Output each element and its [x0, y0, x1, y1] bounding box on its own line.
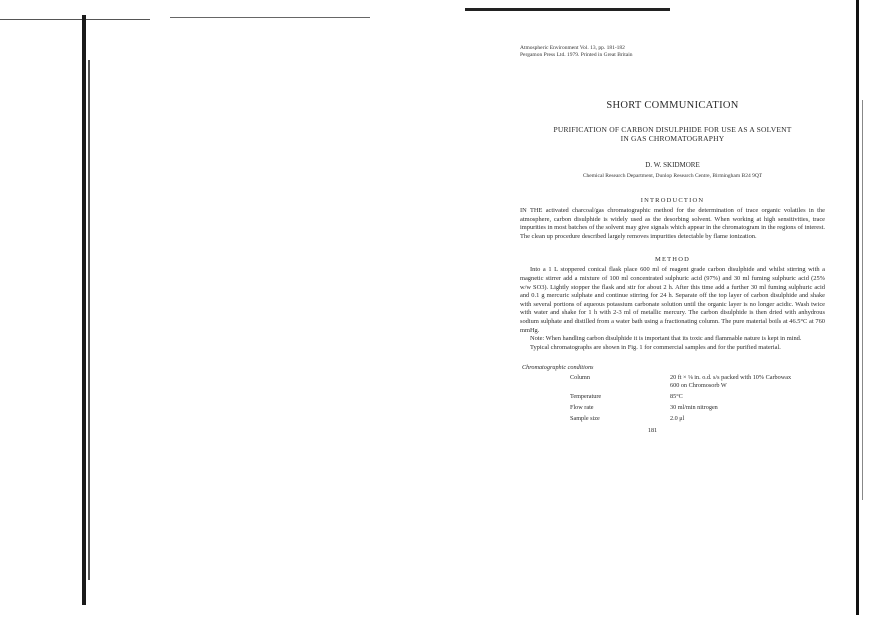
conditions-row — [520, 393, 825, 401]
journal-ref-line2: Pergamon Press Ltd. 1979. Printed in Great Britain — [520, 51, 633, 58]
journal-reference — [520, 45, 825, 58]
article-heading: SHORT COMMUNICATION — [606, 100, 739, 111]
condition-label: Column — [570, 374, 590, 382]
condition-value: 85°C — [670, 393, 683, 401]
title-line2: IN GAS CHROMATOGRAPHY — [620, 134, 725, 143]
conditions-heading: Chromatographic conditions — [522, 364, 594, 372]
scan-line-top-center — [170, 17, 370, 18]
article-title — [520, 125, 825, 143]
conditions-row — [520, 374, 825, 390]
conditions-row — [520, 415, 825, 423]
binding-shadow-right-inner — [862, 100, 863, 500]
method-paragraph-1: Into a 1 L stoppered conical flask place 600 ml of reagent grade carbon disulphide and whilst stirring with a magnetic stirrer add a mixture of 100 ml concentrated sulphuric acid (97%) and 30 ml fuming sulphuric acid (25% w/w SO3). Lightly stopper the flask and stir for about 2 h. After this time add a further 30 ml fuming sulphuric acid and 0.1 g mercuric sulphate and continue stirring for 24 h. Separate off the top layer of carbon disulphide and shake with several portions of aqueous potassium carbonate solution until the organic layer is no longer acidic. Wash twice with water and shake for 1 h with 2-3 ml of metallic mercury. The carbon disulphide is then dried with anhydrous sodium sulphate and distilled from a water bath using a fractionating column. The pure material boils at 46.5°C at 760 mmHg. — [520, 266, 825, 334]
method-paragraph-3: Typical chromatographs are shown in Fig. 1 for commercial samples and for the purified material. — [530, 343, 781, 351]
introduction-heading: INTRODUCTION — [640, 197, 705, 204]
conditions-row — [520, 404, 825, 412]
method-note: Note: When handling carbon disulphide it is important that its toxic and flammable nature is kept in mind. — [530, 335, 802, 343]
scan-line-top-right — [465, 8, 670, 11]
title-line1: PURIFICATION OF CARBON DISULPHIDE FOR USE AS A SOLVENT — [553, 125, 792, 134]
condition-value: 20 ft × ⅛ in. o.d. s/s packed with 10% Carbowax 600 on Chromosorb W — [670, 374, 792, 390]
binding-shadow-left-inner — [88, 60, 90, 580]
author: D. W. SKIDMORE — [645, 161, 700, 169]
affiliation: Chemical Research Department, Dunlop Research Centre, Birmingham B24 9QT — [582, 173, 763, 179]
condition-value: 2.0 μl — [670, 415, 685, 423]
article-page — [520, 45, 825, 434]
journal-ref-line1: Atmospheric Environment Vol. 13, pp. 181-182 — [520, 45, 625, 51]
condition-value: 30 ml/min nitrogen — [670, 404, 718, 412]
scan-line-top-left — [0, 19, 150, 20]
binding-shadow-left — [82, 15, 86, 605]
condition-label: Sample size — [570, 415, 600, 423]
page-number: 181 — [647, 427, 658, 435]
condition-label: Temperature — [570, 393, 602, 401]
introduction-text: IN THE activated charcoal/gas chromatographic method for the determination of trace organic volatiles in the atmosphere, carbon disulphide is widely used as the desorbing solvent. When working at high sensitivities, trace impurities in most batches of the solvent may give signals which appear in the chromatogram in the regions of interest. The clean up procedure described largely removes impurities detectable by flame ionization. — [520, 207, 825, 240]
method-heading: METHOD — [654, 256, 690, 264]
condition-label: Flow rate — [570, 404, 594, 412]
binding-shadow-right — [856, 0, 859, 615]
